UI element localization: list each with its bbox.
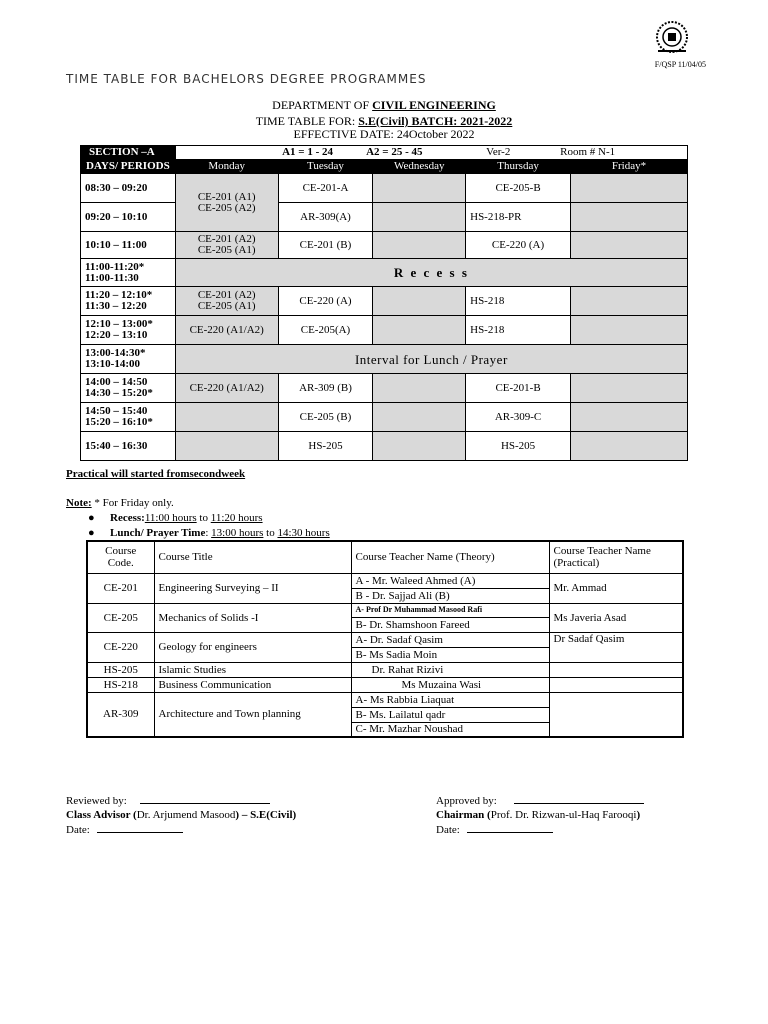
bullet-icon: ● xyxy=(88,527,95,539)
theory-teacher: B- Ms. Lailatul qadr xyxy=(351,707,549,722)
theory-teacher: B- Dr. Shamshoon Fareed xyxy=(351,617,549,632)
timetable-cell xyxy=(373,432,466,461)
timetable-cell: HS-205 xyxy=(466,432,571,461)
course-title: Geology for engineers xyxy=(154,632,351,662)
timetable-cell xyxy=(570,316,687,345)
timetable-cell xyxy=(570,403,687,432)
theory-teacher: Dr. Rahat Rizivi xyxy=(351,662,549,677)
time-slot: 12:10 – 13:00* 12:20 – 13:10 xyxy=(81,316,176,345)
course-title-header: Course Title xyxy=(154,541,351,573)
department-name: CIVIL ENGINEERING xyxy=(372,98,496,112)
practical-teacher-header: Course Teacher Name (Practical) xyxy=(549,541,683,573)
timetable xyxy=(80,145,688,461)
timetable-cell: CE-220 (A1/A2) xyxy=(175,374,278,403)
timetable-cell: CE-220 (A1/A2) xyxy=(175,316,278,345)
time-slot: 13:00-14:30* 13:10-14:00 xyxy=(81,345,176,374)
note-label: Note: xyxy=(66,497,92,509)
lunch-note: ● Lunch/ Prayer Time: 13:00 hours to 14:30 hours xyxy=(88,527,330,539)
timetable-cell xyxy=(175,403,278,432)
course-title: Business Communication xyxy=(154,677,351,692)
day-thursday: Thursday xyxy=(466,160,571,174)
timetable-cell xyxy=(373,232,466,259)
timetable-cell: CE-201 (A1) CE-205 (A2) xyxy=(175,174,278,232)
timetable-cell xyxy=(570,232,687,259)
theory-teacher: A- Dr. Sadaf Qasim xyxy=(351,632,549,647)
time-slot: 14:00 – 14:50 14:30 – 15:20* xyxy=(81,374,176,403)
section-label: SECTION –A xyxy=(81,146,176,160)
timetable-cell xyxy=(175,432,278,461)
practical-teacher: Mr. Ammad xyxy=(549,573,683,603)
practical-teacher xyxy=(549,677,683,692)
course-title: Architecture and Town planning xyxy=(154,692,351,737)
course-table xyxy=(86,540,684,738)
bullet-icon: ● xyxy=(88,512,95,524)
course-title: Engineering Surveying – II xyxy=(154,573,351,603)
recess-note: ● Recess:11:00 hours to 11:20 hours xyxy=(88,512,263,524)
time-slot: 08:30 – 09:20 xyxy=(81,174,176,203)
timetable-cell: CE-205 (B) xyxy=(278,403,373,432)
university-logo-icon xyxy=(652,20,692,56)
practical-teacher: Ms Javeria Asad xyxy=(549,603,683,632)
timetable-cell: HS-218 xyxy=(466,316,571,345)
timetable-cell xyxy=(570,374,687,403)
timetable-cell xyxy=(373,316,466,345)
timetable-cell: HS-218 xyxy=(466,287,571,316)
batch-line: TIME TABLE FOR: S.E(Civil) BATCH: 2021-2022 xyxy=(255,114,513,128)
practical-teacher xyxy=(549,662,683,677)
timetable-cell: CE-220 (A) xyxy=(278,287,373,316)
date-left: Date: xyxy=(66,824,183,836)
class-advisor: Class Advisor (Dr. Arjumend Masood) – S.E(Civil) xyxy=(66,809,297,821)
timetable-cell xyxy=(570,174,687,203)
group-info: A1 = 1 - 24 A2 = 25 - 45 Ver-2 Room # N-1 xyxy=(278,146,687,160)
day-wednesday: Wednesday xyxy=(373,160,466,174)
timetable-cell: CE-201 (A2) CE-205 (A1) xyxy=(175,287,278,316)
course-code: HS-218 xyxy=(87,677,154,692)
timetable-cell: CE-201-B xyxy=(466,374,571,403)
time-slot: 11:00-11:20* 11:00-11:30 xyxy=(81,259,176,287)
timetable-cell: CE-205-B xyxy=(466,174,571,203)
course-code: AR-309 xyxy=(87,692,154,737)
timetable-cell xyxy=(570,432,687,461)
timetable-cell: AR-309(A) xyxy=(278,203,373,232)
theory-teacher: Ms Muzaina Wasi xyxy=(351,677,549,692)
timetable-cell xyxy=(373,174,466,203)
day-friday: Friday* xyxy=(570,160,687,174)
reviewed-signature-line xyxy=(140,803,270,804)
time-slot: 15:40 – 16:30 xyxy=(81,432,176,461)
timetable-cell: CE-205(A) xyxy=(278,316,373,345)
timetable-cell: AR-309-C xyxy=(466,403,571,432)
theory-teacher: A- Prof Dr Muhammad Masood Rafi xyxy=(351,603,549,617)
approved-signature-line xyxy=(514,803,644,804)
timetable-cell: CE-220 (A) xyxy=(466,232,571,259)
time-slot: 14:50 – 15:40 15:20 – 16:10* xyxy=(81,403,176,432)
date-right: Date: xyxy=(436,824,553,836)
practical-teacher: Dr Sadaf Qasim xyxy=(549,632,683,662)
course-title: Islamic Studies xyxy=(154,662,351,677)
approved-by: Approved by: xyxy=(436,795,644,807)
timetable-cell: HS-205 xyxy=(278,432,373,461)
recess-row: R e c e s s xyxy=(175,259,687,287)
note-line: Note: * For Friday only. xyxy=(66,497,174,509)
effective-date: EFFECTIVE DATE: 24October 2022 xyxy=(293,127,475,141)
timetable-cell: CE-201 (B) xyxy=(278,232,373,259)
practical-teacher xyxy=(549,692,683,737)
course-code-header: Course Code. xyxy=(87,541,154,573)
timetable-cell: AR-309 (B) xyxy=(278,374,373,403)
chairman: Chairman (Prof. Dr. Rizwan-ul-Haq Farooqi) xyxy=(436,809,641,821)
course-code: HS-205 xyxy=(87,662,154,677)
theory-teacher: A- Ms Rabbia Liaquat xyxy=(351,692,549,707)
course-code: CE-220 xyxy=(87,632,154,662)
timetable-cell xyxy=(373,203,466,232)
time-slot: 10:10 – 11:00 xyxy=(81,232,176,259)
timetable-cell xyxy=(570,203,687,232)
practical-note: Practical will started fromsecondweek xyxy=(66,468,246,480)
reviewed-by: Reviewed by: xyxy=(66,795,270,807)
timetable-cell: CE-201-A xyxy=(278,174,373,203)
course-title: Mechanics of Solids -I xyxy=(154,603,351,632)
days-periods-header: DAYS/ PERIODS xyxy=(81,160,176,174)
theory-teacher: B - Dr. Sajjad Ali (B) xyxy=(351,588,549,603)
theory-teacher: B- Ms Sadia Moin xyxy=(351,647,549,662)
course-code: CE-205 xyxy=(87,603,154,632)
timetable-cell xyxy=(570,287,687,316)
time-slot: 09:20 – 10:10 xyxy=(81,203,176,232)
timetable-cell: HS-218-PR xyxy=(466,203,571,232)
timetable-cell xyxy=(373,374,466,403)
document-reference: F/QSP 11/04/05 xyxy=(654,60,706,69)
batch-name: S.E(Civil) BATCH: 2021-2022 xyxy=(358,114,513,128)
theory-teacher: A - Mr. Waleed Ahmed (A) xyxy=(351,573,549,588)
lunch-row: Interval for Lunch / Prayer xyxy=(175,345,687,374)
timetable-cell xyxy=(373,287,466,316)
time-slot: 11:20 – 12:10* 11:30 – 12:20 xyxy=(81,287,176,316)
course-code: CE-201 xyxy=(87,573,154,603)
timetable-cell xyxy=(373,403,466,432)
department-line: DEPARTMENT OF CIVIL ENGINEERING xyxy=(272,98,496,112)
day-monday: Monday xyxy=(175,160,278,174)
theory-teacher: C- Mr. Mazhar Noushad xyxy=(351,722,549,737)
programme-title: TIME TABLE FOR BACHELORS DEGREE PROGRAMMES xyxy=(66,72,427,86)
day-tuesday: Tuesday xyxy=(278,160,373,174)
theory-teacher-header: Course Teacher Name (Theory) xyxy=(351,541,549,573)
timetable-cell: CE-201 (A2) CE-205 (A1) xyxy=(175,232,278,259)
